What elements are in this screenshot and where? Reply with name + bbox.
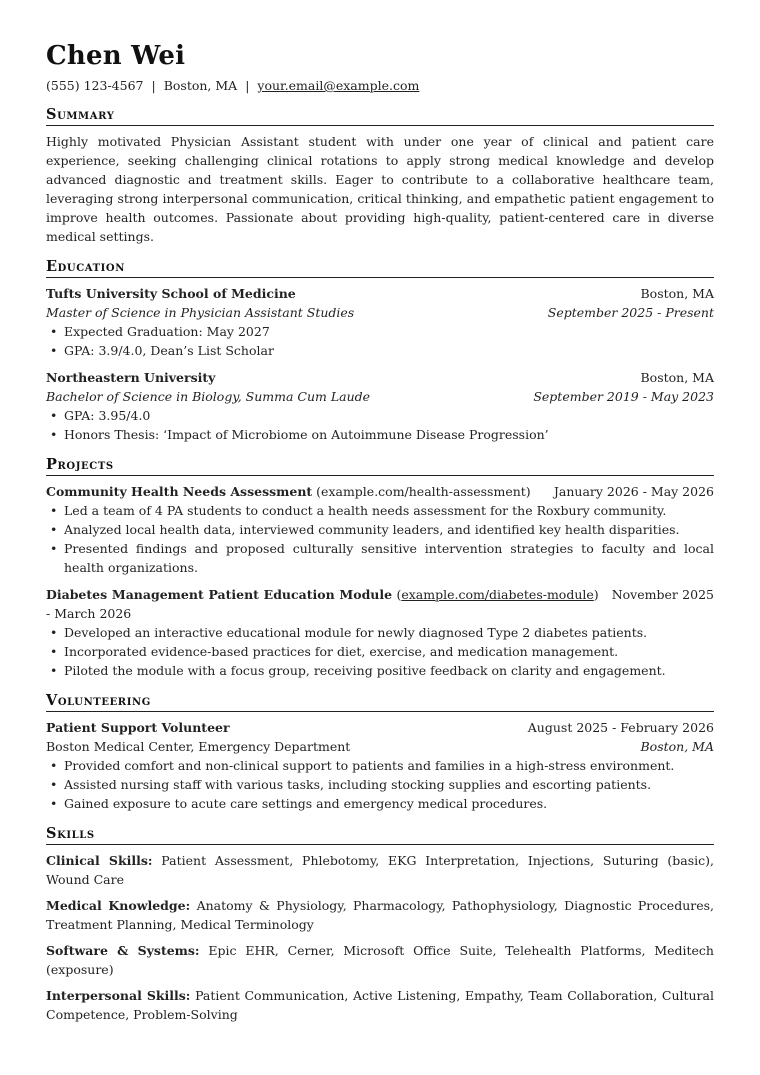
skill-value: Anatomy & Physiology, Pharmacology, Pathophysiology, Diagnostic Procedures, Treatment Planning, Medical Terminology (46, 898, 715, 932)
skill-line (46, 851, 714, 889)
skill-label: Interpersonal Skills: (46, 988, 191, 1003)
project-name: Community Health Needs Assessment (46, 484, 313, 499)
list-item: • Gained exposure to acute care settings and emergency medical procedures. (46, 794, 714, 813)
skill-value: Epic EHR, Cerner, Microsoft Office Suite, Telehealth Platforms, Meditech (exposure) (46, 943, 714, 977)
list-item: • GPA: 3.9/4.0, Dean’s List Scholar (46, 341, 714, 360)
resume-page (46, 40, 714, 1031)
project-entry: Diabetes Management Patient Education Module (example.com/diabetes-module) November 2025 - March 2026 • Developed an interactive educational module for newly diagnosed Type 2 diabetes patients. • Incorporated evidence-based practices for diet, exercise, and medication management. • Piloted the module with a focus group, receiving positive feedback on clarity and engagement. (46, 585, 714, 680)
volunteering-section (46, 692, 714, 813)
skill-value: Patient Assessment, Phlebotomy, EKG Interpretation, Injections, Suturing (basic), Wound Care (46, 853, 714, 887)
section-title: Skills (46, 825, 714, 845)
section-title: Volunteering (46, 692, 714, 712)
list-item: • Led a team of 4 PA students to conduct a health needs assessment for the Roxbury community. (46, 501, 714, 520)
list-item: • Expected Graduation: May 2027 (46, 322, 714, 341)
skill-label: Software & Systems: (46, 943, 200, 958)
contact-line (46, 78, 714, 94)
education-entry (46, 284, 714, 360)
school-location: Boston, MA (640, 286, 714, 301)
skill-line (46, 986, 714, 1024)
list-item: • Presented findings and proposed culturally sensitive intervention strategies to faculty and local health organizations. (46, 539, 714, 577)
project-link[interactable]: example.com/diabetes-module (401, 587, 594, 602)
section-title: Projects (46, 456, 714, 476)
separator: | (245, 78, 250, 93)
degree: Bachelor of Science in Biology, Summa Cum Laude (46, 389, 371, 404)
school-name: Northeastern University (46, 370, 216, 385)
dates: September 2019 - May 2023 (533, 389, 714, 404)
list-item: • Honors Thesis: ‘Impact of Microbiome on Autoimmune Disease Progression’ (46, 425, 714, 444)
role: Patient Support Volunteer (46, 720, 230, 735)
skill-label: Clinical Skills: (46, 853, 153, 868)
section-title: Education (46, 258, 714, 278)
skill-label: Medical Knowledge: (46, 898, 191, 913)
location: Boston, MA (163, 78, 238, 93)
dates: August 2025 - February 2026 (527, 720, 714, 735)
degree: Master of Science in Physician Assistant Studies (46, 305, 355, 320)
list-item: • GPA: 3.95/4.0 (46, 406, 714, 425)
project-name: Diabetes Management Patient Education Module (46, 587, 393, 602)
list-item: • Incorporated evidence-based practices for diet, exercise, and medication management. (46, 642, 714, 661)
project-link[interactable]: example.com/health-assessment (321, 484, 526, 499)
school-name: Tufts University School of Medicine (46, 286, 296, 301)
dates: September 2025 - Present (547, 305, 714, 320)
education-section (46, 258, 714, 444)
phone: (555) 123-4567 (46, 78, 144, 93)
separator: | (151, 78, 156, 93)
skill-line (46, 941, 714, 979)
summary-text: Highly motivated Physician Assistant student with under one year of clinical and patient care experience, seeking challenging clinical rotations to apply strong medical knowledge and develop advanced diagnostic and treatment skills. Eager to contribute to a collaborative healthcare team, leveraging strong interpersonal communication, critical thinking, and empathetic patient engagement to improve health outcomes. Passionate about providing high-quality, patient-centered care in diverse medical settings. (46, 134, 714, 244)
list-item: • Provided comfort and non-clinical support to patients and families in a high-stress environment. (46, 756, 714, 775)
dates: November 2025 - March 2026 (46, 587, 714, 621)
list-item: • Piloted the module with a focus group, receiving positive feedback on clarity and engagement. (46, 661, 714, 680)
skill-value: Patient Communication, Active Listening, Empathy, Team Collaboration, Cultural Competence, Problem-Solving (46, 988, 714, 1022)
list-item: • Developed an interactive educational module for newly diagnosed Type 2 diabetes patients. (46, 623, 714, 642)
location: Boston, MA (640, 739, 714, 754)
project-entry: Community Health Needs Assessment (example.com/health-assessment) January 2026 - May 2026 • Led a team of 4 PA students to conduct a health needs assessment for the Roxbury community. • Analyzed local health data, interviewed community leaders, and identified key health disparities. • Presented findings and proposed culturally sensitive intervention strategies to faculty and local health organizations. (46, 482, 714, 577)
list-item: • Analyzed local health data, interviewed community leaders, and identified key health disparities. (46, 520, 714, 539)
list-item: • Assisted nursing staff with various tasks, including stocking supplies and escorting patients. (46, 775, 714, 794)
email-link[interactable]: your.email@example.com (257, 78, 420, 93)
skills-section (46, 825, 714, 1024)
organization: Boston Medical Center, Emergency Department (46, 739, 351, 754)
school-location: Boston, MA (640, 370, 714, 385)
dates: January 2026 - May 2026 (553, 484, 714, 499)
section-title: Summary (46, 106, 714, 126)
skill-line (46, 896, 714, 934)
volunteer-entry (46, 718, 714, 813)
projects-section (46, 456, 714, 680)
education-entry (46, 368, 714, 444)
summary-section (46, 106, 714, 246)
candidate-name: Chen Wei (46, 41, 186, 71)
